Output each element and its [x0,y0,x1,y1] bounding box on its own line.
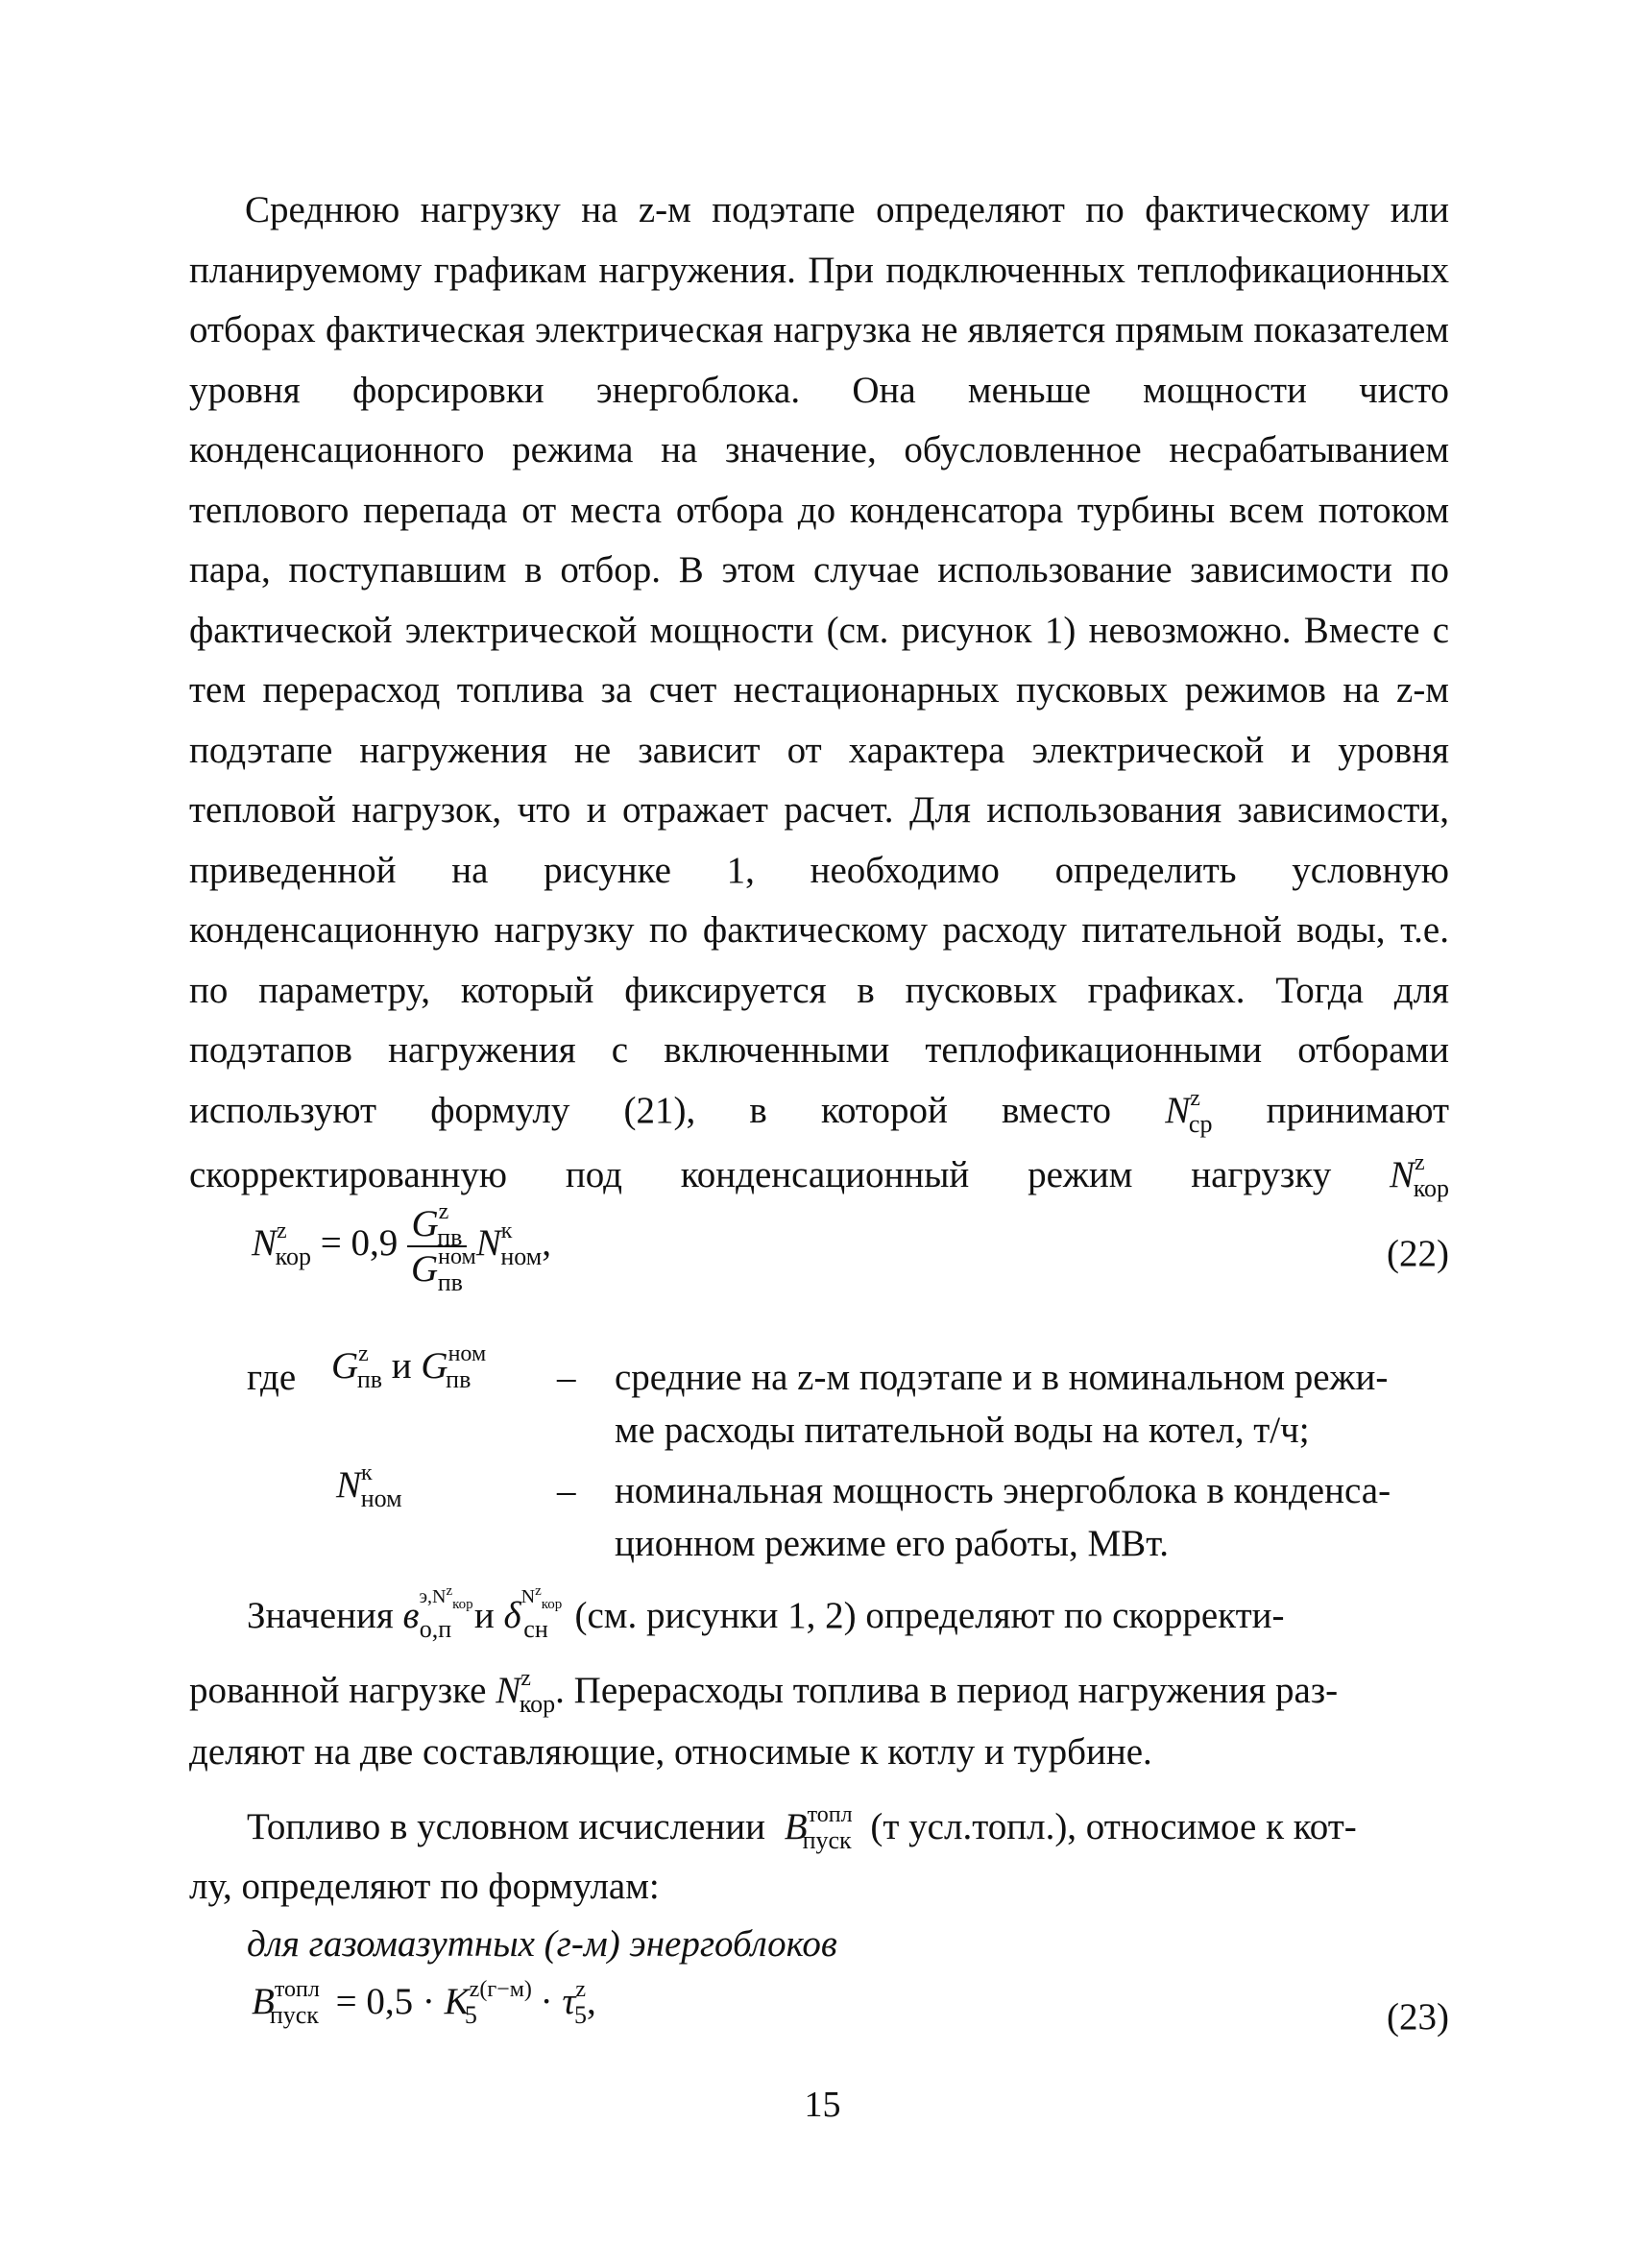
subheading-gas-oil: для газомазутных (г-м) энергоблоков [247,1923,837,1965]
symbol-b-op: $в^{э,N^z_{кор}}_{о,п}$ [402,1583,473,1643]
equation-23 [252,1977,596,2029]
where-desc-2-line-2: ционном режиме его работы, МВт. [615,1523,1170,1564]
eq22-fraction [407,1199,476,1296]
eq23-tau: $\tau^z_5$ [562,1977,587,2029]
eq23-coefficient: = 0,5 · [335,1981,435,2022]
eq22-denominator: $G^{ном}_{пв}$ [410,1244,476,1296]
symbol-n-z-cp: $N^z_{ср}$ [1165,1085,1213,1138]
symbol-b-pusk: $B^{топл}_{пуск}$ [784,1802,853,1854]
paragraph-main-tail: принимают скорректированную под конденсационный режим нагрузку [189,1089,1450,1195]
where-dash-1: – [557,1357,576,1398]
symbol-n-z-kor-2: $N^z_{кор}$ [496,1666,556,1718]
para2-line-1: Значения $в^{э,N^z_{кор}}_{о,п}$ и $\delta^{N^z_{кор}}_{сн}$ (см. рисунки 1, 2) определяют по скорректи- [247,1583,1285,1643]
where-dash-2: – [557,1470,576,1511]
para3-line-2: лу, определяют по формулам: [189,1866,660,1907]
eq22-rhs: $N^к_{ном}$ [475,1218,543,1270]
paragraph-main-text: Среднюю нагрузку на z-м подэтапе определяют по фактическому или планируемому графикам нагружения. При подключенных теплофикационных отборах фактическая электрическая нагрузка не является прямым показателем уровня форсировки энергоблока. Она меньше мощности чисто конденсационного режима на значение, обусловленное несрабатыванием теплового перепада от места отбора до конденсатора турбины всем потоком пара, поступавшим в отбор. В этом случае использование зависимости по фактической электрической мощности (см. рисунок 1) невозможно. Вместе с тем перерасход топлива за счет нестационарных пусковых режимов на z-м подэтапе нагружения не зависит от характера электрической и уровня тепловой нагрузок, что и отражает расчет. Для использования зависимости, приведенной на рисунке 1, необходимо определить условную конденсационную нагрузку по фактическому расходу питательной воды, т.е. по параметру, который фиксируется в пусковых графиках. Тогда для подэтапов нагружения с включенными теплофикационными отборами используют формулу (21), в которой вместо [189,189,1449,1131]
page-number: 15 [804,2085,841,2125]
symbol-n-z-kor: $N^z_{кор}$ [1390,1150,1450,1202]
eq22-lhs: $N^z_{кор}$ [252,1218,311,1270]
eq22-comma: , [542,1221,551,1264]
eq23-comma: , [587,1981,596,2022]
where-symbol-n: $N^к_{ном}$ [336,1460,402,1512]
where-label: где [247,1357,297,1398]
para2-line-2: рованной нагрузке $N^z_{кор}$. Перерасходы топлива в период нагружения раз- [189,1666,1339,1718]
eq22-coefficient: = 0,9 [320,1221,399,1264]
eq23-k: $K^{z(г-м)}_5$ [444,1977,532,2029]
where-desc-2-line-1: номинальная мощность энергоблока в конденса- [615,1470,1391,1511]
equation-23-number: (23) [1387,1996,1449,2038]
eq23-lhs: $B^{топл}_{пуск}$ [252,1977,320,2029]
where-and: и [391,1345,412,1387]
where-symbols-g: $G^z_{пв}$ и $G^{ном}_{пв}$ [331,1341,487,1393]
where-desc-1-line-1: средние на z-м подэтапе и в номинальном режи- [615,1357,1389,1398]
equation-22-number: (22) [1387,1233,1449,1274]
para2-line-3: деляют на две составляющие, относимые к котлу и турбине. [189,1731,1152,1773]
symbol-delta-sn: $\delta^{N^z_{кор}}_{сн}$ [503,1583,563,1643]
paragraph-main [189,181,1450,1202]
para3-line-1: Топливо в условном исчислении $B^{топл}_{пуск}$ (т усл.топл.), относимое к кот- [247,1802,1357,1854]
where-desc-1-line-2: ме расходы питательной воды на котел, т/ч; [615,1410,1310,1451]
eq23-dot: · [540,1981,553,2022]
eq22-numerator: $G^z_{пв}$ [407,1202,467,1247]
equation-22 [252,1199,551,1296]
